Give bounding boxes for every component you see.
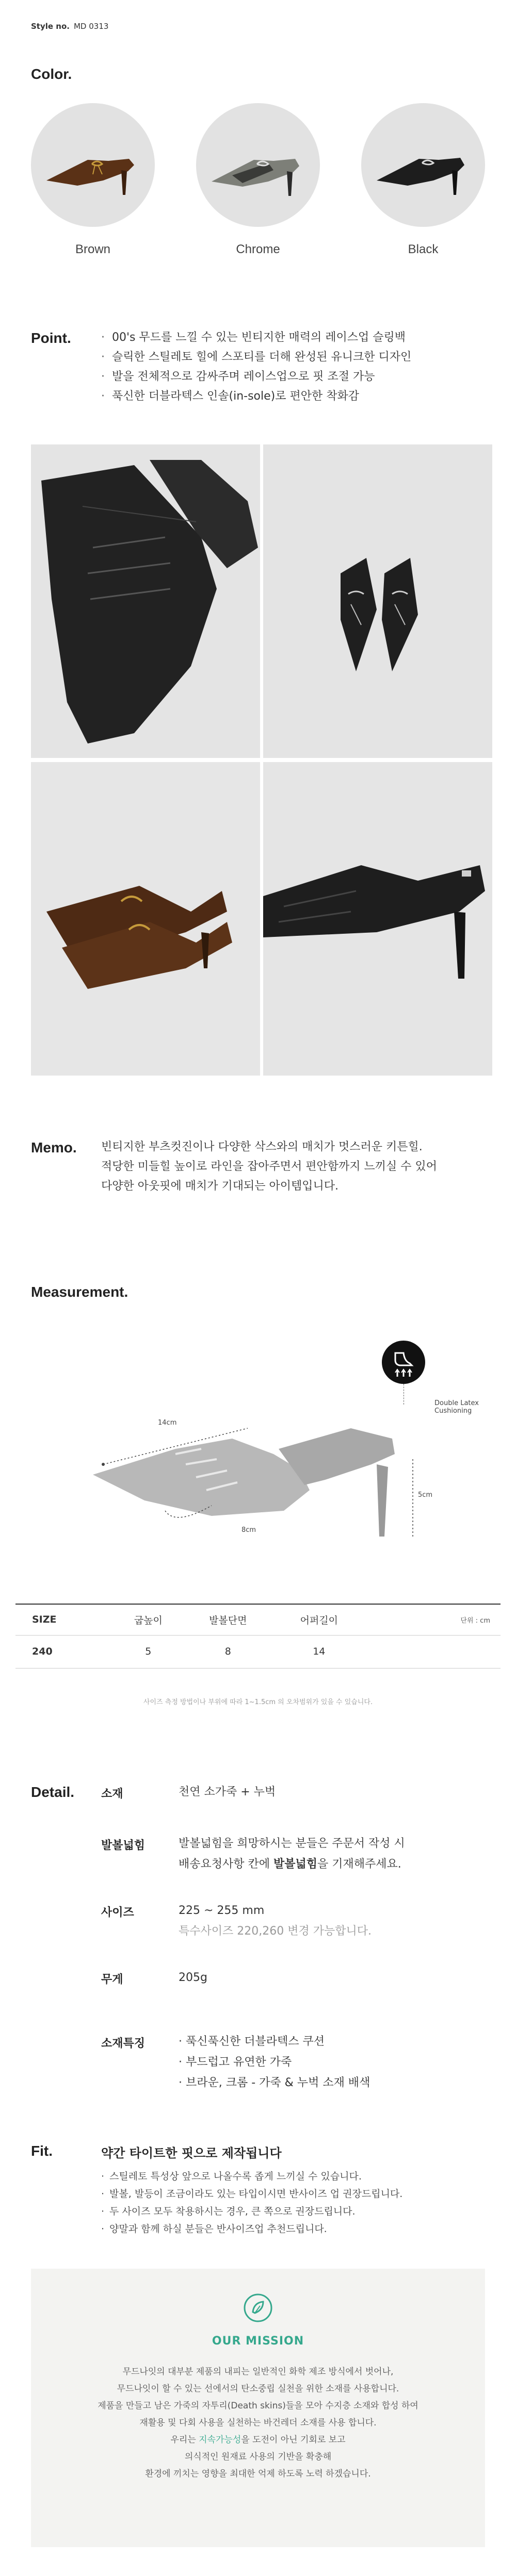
list-item: · 브라운, 크롬 - 가죽 & 누벅 소재 배색 <box>179 2076 370 2089</box>
color-swatch-black[interactable] <box>361 103 485 227</box>
list-item: · 슬릭한 스틸레토 힐에 스포티를 더해 완성된 유니크한 디자인 <box>101 348 411 367</box>
mission-title: OUR MISSION <box>212 2335 304 2348</box>
point-list <box>101 328 411 406</box>
table-row <box>15 1635 501 1668</box>
detail-key-size: 사이즈 <box>101 1906 134 1919</box>
measurement-title: Measurement. <box>31 1284 128 1300</box>
detail-line: 특수사이즈 220,260 변경 가능합니다. <box>179 1925 372 1938</box>
detail-val-size <box>179 1901 372 1942</box>
list-item: · 00's 무드를 느낄 수 있는 빈티지한 매력의 레이스업 슬링백 <box>101 328 411 348</box>
memo-line: 빈티지한 부츠컷진이나 다양한 삭스와의 매치가 멋스러운 키튼힐. <box>101 1141 423 1153</box>
size-table <box>15 1604 501 1669</box>
mission-line: 환경에 끼치는 영향을 최대한 억제 하도록 노력 하겠습니다. <box>145 2469 371 2479</box>
detail-title: Detail. <box>31 1784 75 1800</box>
bold-text: 발볼넓힘 <box>273 1858 318 1871</box>
memo-text <box>101 1137 478 1196</box>
length-label: 14cm <box>158 1419 177 1427</box>
memo-title: Memo. <box>31 1140 77 1155</box>
measurement-diagram <box>83 1361 444 1567</box>
detail-val-width <box>179 1834 405 1875</box>
detail-key-material: 소재 <box>101 1788 123 1801</box>
table-cell: 240 <box>15 1635 114 1668</box>
list-item: · 두 사이즈 모두 착용하시는 경우, 큰 쪽으로 권장드립니다. <box>101 2203 402 2220</box>
fit-headline: 약간 타이트한 핏으로 제작됩니다 <box>101 2146 282 2160</box>
color-label-black: Black <box>408 242 439 256</box>
mission-box <box>31 2269 485 2547</box>
detail-line: 225 ~ 255 mm <box>179 1904 265 1917</box>
style-number: Style no. MD 0313 <box>31 22 109 31</box>
list-item: · 스틸레토 특성상 앞으로 나올수록 좁게 느끼실 수 있습니다. <box>101 2168 402 2185</box>
color-label-chrome: Chrome <box>236 242 280 256</box>
detail-key-feature: 소재특징 <box>101 2037 146 2050</box>
mission-line: 무드나잇이 할 수 있는 선에서의 탄소중립 실천을 위한 소재를 사용합니다. <box>117 2384 399 2394</box>
unit-label: 단위 : cm <box>365 1604 501 1635</box>
column-header: 발볼단면 <box>183 1604 274 1635</box>
table-cell: 5 <box>114 1635 182 1668</box>
detail-line <box>179 1854 405 1875</box>
photo-black-side <box>263 762 492 1076</box>
list-item: · 발볼, 발등이 조금이라도 있는 타입이시면 반사이즈 업 권장드립니다. <box>101 2185 402 2203</box>
color-title: Color. <box>31 66 72 82</box>
detail-val-material: 천연 소가죽 + 누벅 <box>179 1786 276 1798</box>
memo-line: 다양한 아웃핏에 매치가 기대되는 아이템입니다. <box>101 1180 339 1193</box>
fit-list <box>101 2168 402 2238</box>
table-cell: 8 <box>183 1635 274 1668</box>
cushion-label-line: Double Latex <box>434 1399 479 1407</box>
color-swatch-brown[interactable] <box>31 103 155 227</box>
mission-line: 제품을 만들고 남은 가죽의 자투리(Death skins)들을 모아 수지층 소재와 합성 하여 <box>98 2401 418 2411</box>
list-item: · 부드럽고 유연한 가죽 <box>179 2056 292 2069</box>
heel-label: 5cm <box>418 1491 433 1499</box>
detail-val-weight: 205g <box>179 1971 207 1984</box>
color-swatch-chrome[interactable] <box>196 103 320 227</box>
mission-line: 재활용 및 다회 사용을 실천하는 바건레더 소재를 사용 합니다. <box>139 2418 377 2428</box>
color-label-brown: Brown <box>75 242 111 256</box>
detail-key-width: 발볼넓힘 <box>101 1839 146 1852</box>
detail-line: 발볼넓힘을 희망하시는 분들은 주문서 작성 시 <box>179 1837 405 1850</box>
chrome-shoe-icon <box>196 103 320 227</box>
text: 을 기재해주세요. <box>317 1858 401 1871</box>
detail-key-weight: 무게 <box>101 1973 123 1986</box>
list-item: · 푹신한 더블라텍스 인솔(in-sole)로 편안한 착화감 <box>101 387 411 406</box>
list-item: · 발을 전체적으로 감싸주며 레이스업으로 핏 조절 가능 <box>101 367 411 387</box>
column-header: 굽높이 <box>114 1604 182 1635</box>
list-item: · 푹신푹신한 더블라텍스 쿠션 <box>179 2035 325 2048</box>
column-header: SIZE <box>15 1604 114 1635</box>
fit-title: Fit. <box>31 2143 53 2159</box>
point-title: Point. <box>31 330 71 346</box>
table-cell: 14 <box>273 1635 365 1668</box>
leaf-recycle-icon <box>243 2292 273 2323</box>
column-header: 어퍼길이 <box>273 1604 365 1635</box>
table-cell-empty <box>365 1635 501 1668</box>
detail-feature-list <box>179 2032 370 2093</box>
text: 배송요청사항 칸에 <box>179 1858 274 1871</box>
brown-shoe-icon <box>31 103 155 227</box>
mission-line: 우리는 지속가능성을 도전이 아닌 기회로 보고 <box>170 2435 346 2445</box>
memo-line: 적당한 미들힐 높이로 라인을 잡아주면서 편안함까지 느끼실 수 있어 <box>101 1160 438 1173</box>
cushion-label-line: Cushioning <box>434 1407 472 1415</box>
mission-line: 의식적인 원재료 사용의 기반을 확충해 <box>184 2452 332 2462</box>
measurement-note: 사이즈 측정 방법이나 부위에 따라 1~1.5cm 의 오차범위가 있을 수 있습니다. <box>143 1698 373 1706</box>
photo-brown-pair <box>31 762 260 1076</box>
table-header-row <box>15 1604 501 1635</box>
width-label: 8cm <box>241 1526 256 1534</box>
mission-text <box>31 2364 485 2483</box>
black-shoe-icon <box>361 103 485 227</box>
photo-black-pair-closeup <box>31 444 260 758</box>
mission-line: 무드나잇의 대부분 제품의 내피는 일반적인 화학 제조 방식에서 벗어나, <box>122 2367 394 2377</box>
list-item: · 양말과 함께 하실 분들은 반사이즈업 추천드립니다. <box>101 2220 402 2238</box>
photo-black-pair-top <box>263 444 492 758</box>
